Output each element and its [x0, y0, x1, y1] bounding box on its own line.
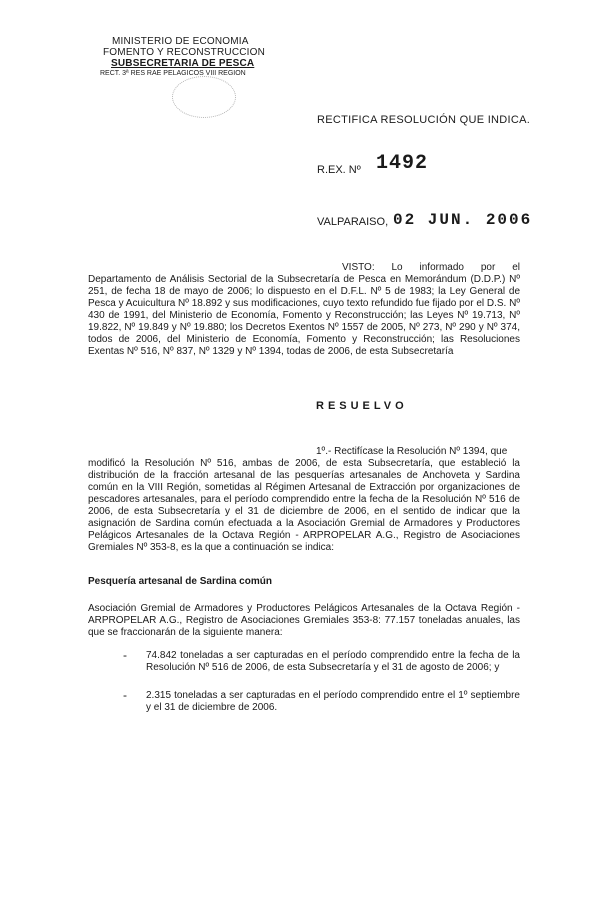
reference-line: RECT. 3ª RES RAE PELAGICOS VIII REGION	[100, 70, 246, 77]
point1-lead: 1º.- Rectifícase la Resolución Nº 1394, que	[316, 446, 508, 457]
point1-body: modificó la Resolución Nº 516, ambas de 2006, de esta Subsecretaría, que estableció la distribución de la fracción artesanal de las pesquerías artesanales de Anchoveta y Sardina común en la VIII Región, sometidas al Régimen Artesanal de Extracción por organizaciones de pescadores artesanales, para el período comprendido entre la fecha de la Resolución Nº 516 de 2006, de esta Subsecretaría y el 31 de diciembre de 2006, en el sentido de indicar que la asignación de Sardina común efectuada a la Asociación Gremial de Armadores y Productores Pelágicos Artesanales de la Octava Región - ARPROPELAR A.G., Registro de Asociaciones Gremiales Nº 353-8, es la que a continuación se indica:	[88, 458, 520, 553]
subsecretaria-line: SUBSECRETARIA DE PESCA	[111, 58, 255, 69]
list-item: 2.315 toneladas a ser capturadas en el período comprendido entre el 1º septiembre y el 31 de diciembre de 2006.	[146, 690, 520, 713]
list-item: 74.842 toneladas a ser capturadas en el período comprendido entre la fecha de la Resolución Nº 516 de 2006, de esta Subsecretaría y el 31 de agosto de 2006; y	[146, 650, 520, 673]
bullet-dash: -	[123, 688, 127, 702]
resolution-number: 1492	[376, 152, 429, 175]
place-label: VALPARAISO,	[317, 216, 389, 228]
bullet-dash: -	[123, 648, 127, 662]
subject-line: RECTIFICA RESOLUCIÓN QUE INDICA.	[317, 114, 531, 126]
ministry-line: MINISTERIO DE ECONOMIA	[112, 36, 249, 47]
official-stamp	[172, 76, 236, 118]
association-paragraph: Asociación Gremial de Armadores y Productores Pelágicos Artesanales de la Octava Región - ARPROPELAR A.G., Registro de Asociaciones Gremiales 353-8: 77.157 toneladas anuales, las que se fraccionarán de la siguiente manera:	[88, 603, 520, 638]
visto-paragraph: VISTO: Lo informado por el Departamento de Análisis Sectorial de la Subsecretaría de Pesca en Memorándum (D.D.P.) Nº 251, de fecha 18 de mayo de 2006; lo dispuesto en el D.F.L. Nº 5 de 1983; la Ley General de Pesca y Acuicultura Nº 18.892 y sus modificaciones, cuyo texto refundido fue fijado por el D.S. Nº 430 de 1991, del Ministerio de Economía, Fomento y Reconstrucción; las Leyes Nº 19.713, Nº 19.822, Nº 19.849 y Nº 19.880; los Decretos Exentos Nº 1557 de 2005, Nº 273, Nº 290 y Nº 374, todos de 2006, del Ministerio de Economía, Fomento y Reconstrucción; las Resoluciones Exentas Nº 516, Nº 837, Nº 1329 y Nº 1394, todas de 2006, de esta Subsecretaría	[88, 262, 520, 357]
resuelvo-heading: RESUELVO	[316, 400, 408, 412]
section-title: Pesquería artesanal de Sardina común	[88, 576, 272, 587]
date-stamp: 02 JUN. 2006	[393, 211, 533, 229]
resolution-prefix: R.EX. Nº	[317, 164, 361, 176]
ministry-line-2: FOMENTO Y RECONSTRUCCION	[103, 47, 266, 58]
